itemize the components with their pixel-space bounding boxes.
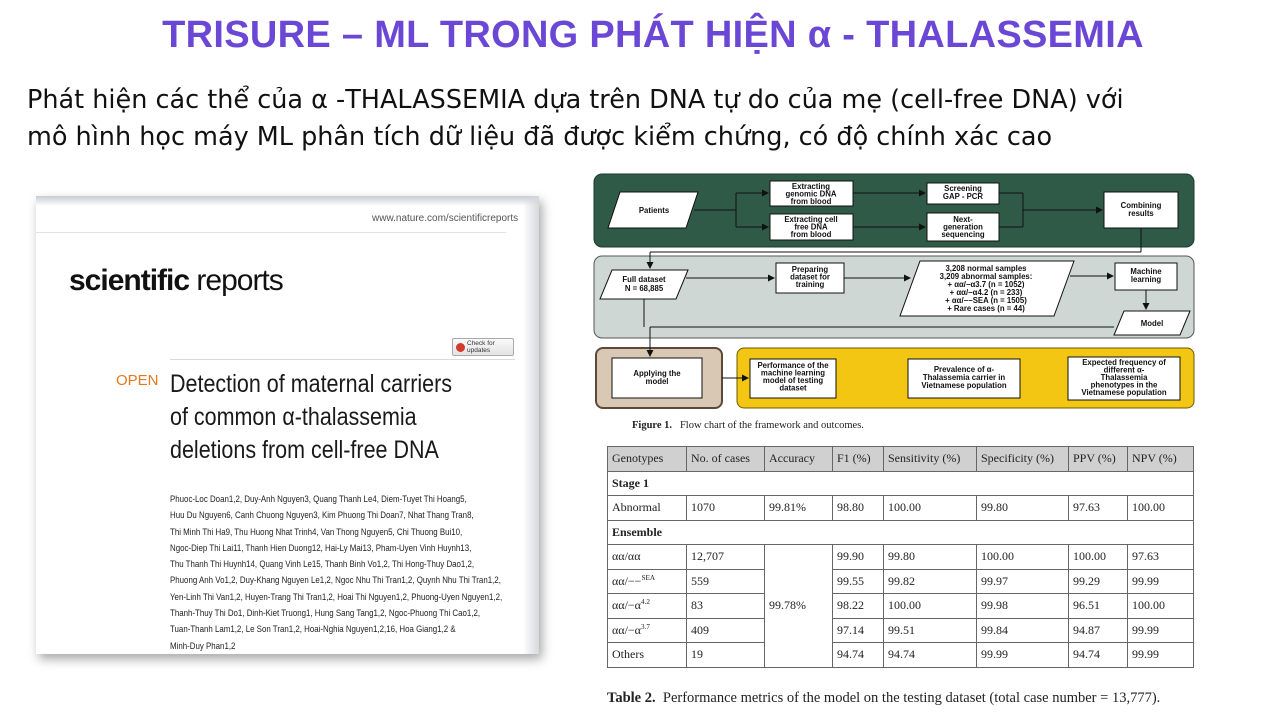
journal-name [69, 264, 283, 298]
flow-label-screening-2: GAP - PCR [942, 192, 984, 201]
table-cell: 100.00 [1128, 594, 1194, 619]
flow-label-expected-4: phenotypes in the [1090, 380, 1158, 390]
figure-caption [632, 420, 864, 431]
flow-label-prevalence-3: Vietnamese population [921, 381, 1007, 390]
slide-title: TRISURE – ML TRONG PHÁT HIỆN α - THALASSEMIA [162, 14, 1144, 56]
author-line: Yen-Linh Thi Van1,2, Huyen-Trang Thi Tran1,2, Hoai Thi Nguyen1,2, Phuong-Uyen Nguyen1,2, [170, 591, 503, 602]
table-cell: Abnormal [608, 496, 687, 521]
intro-line-1: Phát hiện các thể của α -THALASSEMIA dựa trên DNA tự do của mẹ (cell-free DNA) với [27, 85, 1124, 115]
table-cell: 98.80 [833, 496, 884, 521]
table-cell-genotype [608, 643, 687, 668]
table-cell: 83 [687, 594, 765, 619]
flow-label-combining-1: Combining [1120, 201, 1162, 210]
genotype-text: Others [612, 647, 644, 662]
table-cell: 99.29 [1069, 569, 1128, 594]
flow-label-extract-cf-2: free DNA [794, 222, 828, 232]
table-cell: 100.00 [977, 545, 1069, 570]
flow-label-expected-1: Expected frequency of [1082, 358, 1166, 367]
table-cell-genotype [608, 569, 687, 594]
flow-label-extract-genomic-3: from blood [790, 197, 832, 206]
flow-label-samples-4: + αα/−α4.2 (n = 233) [949, 288, 1023, 297]
flow-label-samples-6: + Rare cases (n = 44) [947, 304, 1025, 313]
flow-label-ml-1: Machine [1130, 267, 1162, 276]
flow-label-model: Model [1140, 319, 1164, 328]
paper-title-line: deletions from cell-free DNA [170, 436, 439, 464]
table-cell: 1070 [687, 496, 765, 521]
table-header-cell: F1 (%) [833, 447, 884, 472]
flow-label-expected-2: different α- [1103, 365, 1145, 375]
flow-label-full-dataset-2: N = 68,885 [624, 284, 664, 293]
flow-label-prevalence-2: Thalassemia carrier in [922, 373, 1006, 382]
flow-label-performance-1: Performance of the [757, 361, 829, 370]
author-line: Tuan-Thanh Lam1,2, Le Son Tran1,2, Hoai-Nghia Nguyen1,2,16, Hoa Giang1,2 & [170, 624, 456, 635]
table-cell: 99.99 [1128, 569, 1194, 594]
flow-chart [590, 172, 1200, 414]
flow-label-preparing-1: Preparing [791, 265, 829, 274]
intro-text [27, 82, 1267, 156]
table-cell: 100.00 [1128, 496, 1194, 521]
flow-label-extract-genomic-1: Extracting [791, 182, 831, 191]
flow-label-extract-genomic-2: genomic DNA [785, 189, 837, 199]
author-line: Phuoc-Loc Doan1,2, Duy-Anh Nguyen3, Quang Thanh Le4, Diem-Tuyet Thi Hoang5, [170, 494, 467, 504]
table-cell: 97.63 [1069, 496, 1128, 521]
table-cell: 100.00 [1069, 545, 1128, 570]
table-caption [607, 690, 1160, 707]
table-cell: 96.51 [1069, 594, 1128, 619]
table-row [608, 545, 1194, 570]
flow-label-full-dataset-1: Full dataset [622, 275, 666, 284]
flow-label-preparing-2: dataset for [790, 272, 830, 282]
table-cell: 12,707 [687, 545, 765, 570]
flow-label-expected-5: Vietnamese population [1081, 388, 1167, 397]
section-label-stage1: Stage 1 [608, 471, 1194, 496]
table-header-cell: Genotypes [608, 447, 687, 472]
table-cell: 99.97 [977, 569, 1069, 594]
flow-label-performance-3: model of testing [762, 376, 824, 385]
genotype-text: αα/−α [612, 598, 641, 613]
flow-label-preparing-3: training [795, 280, 825, 289]
author-line: Ngoc-Diep Thi Lai11, Thanh Hien Duong12, Hai-Ly Mai13, Pham-Uyen Vinh Huynh13, [170, 542, 472, 553]
table-cell: 97.63 [1128, 545, 1194, 570]
table-caption-label: Table 2. [607, 690, 656, 706]
paper-divider [36, 232, 506, 233]
paper-edge-shadow [523, 196, 539, 654]
figure-caption-label: Figure 1. [632, 420, 673, 431]
flow-label-applying-1: Applying the [633, 369, 681, 378]
genotype-text: αα/αα [612, 549, 641, 564]
check-updates-button[interactable] [452, 338, 514, 356]
paper-screenshot [36, 196, 539, 654]
update-icon [456, 343, 465, 352]
flow-label-ngs-3: sequencing [941, 230, 985, 239]
flow-label-combining-2: results [1128, 209, 1154, 218]
performance-table [607, 446, 1194, 668]
table-cell: 99.81% [765, 496, 833, 521]
table-cell: 99.51 [884, 618, 977, 643]
flow-label-prevalence-1: Prevalence of α- [933, 365, 995, 374]
table-cell: 99.99 [1128, 618, 1194, 643]
table-cell: 99.84 [977, 618, 1069, 643]
table-cell-genotype [608, 545, 687, 570]
author-line: Huu Du Nguyen6, Canh Chuong Nguyen3, Kim Phuong Thi Doan7, Nhat Thang Tran8, [170, 510, 474, 521]
table-cell: 99.99 [977, 643, 1069, 668]
flow-panel-training [594, 256, 1194, 338]
paper-title [170, 368, 462, 467]
author-line: Minh-Duy Phan1,2 [170, 640, 236, 651]
table-cell: 99.55 [833, 569, 884, 594]
genotype-superscript: 3.7 [640, 622, 650, 631]
table-row [608, 618, 1194, 643]
table-cell: 94.87 [1069, 618, 1128, 643]
flow-label-ml-2: learning [1130, 275, 1162, 284]
table-cell-accuracy-merged: 99.78% [765, 545, 833, 668]
table-header-cell: Accuracy [765, 447, 833, 472]
table-row [608, 496, 1194, 521]
table-header-cell: NPV (%) [1128, 447, 1194, 472]
table-cell: 99.80 [884, 545, 977, 570]
table-header-cell: Sensitivity (%) [884, 447, 977, 472]
table-cell: 94.74 [833, 643, 884, 668]
table-cell: 98.22 [833, 594, 884, 619]
check-updates-label: Check for updates [467, 340, 495, 354]
flow-label-patients: Patients [638, 206, 670, 215]
author-line: Phuong Anh Vo1,2, Duy-Khang Nguyen Le1,2, Ngoc Nhu Thi Tran1,2, Quynh Nhu Thi Tran1,2, [170, 575, 501, 586]
table-cell: 409 [687, 618, 765, 643]
open-access-label: OPEN [116, 372, 159, 389]
paper-title-line: Detection of maternal carriers [170, 370, 452, 398]
journal-name-bold: scientific [69, 264, 190, 297]
table-cell: 100.00 [884, 594, 977, 619]
table-cell-genotype [608, 594, 687, 619]
table-cell: 99.99 [1128, 643, 1194, 668]
flow-label-extract-cf-3: from blood [790, 230, 832, 239]
table-row [608, 569, 1194, 594]
flow-label-samples-3: + αα/−α3.7 (n = 1052) [947, 280, 1025, 289]
flow-label-screening-1: Screening [944, 184, 982, 193]
intro-line-2: mô hình học máy ML phân tích dữ liệu đã được kiểm chứng, có độ chính xác cao [27, 122, 1053, 152]
table-row [608, 594, 1194, 619]
flow-label-expected-3: Thalassemia [1100, 373, 1148, 382]
table-cell: 99.80 [977, 496, 1069, 521]
table-cell: 94.74 [884, 643, 977, 668]
table-section-row [608, 520, 1194, 545]
flow-label-extract-cf-1: Extracting cell [784, 215, 838, 224]
figure-caption-text: Flow chart of the framework and outcomes. [679, 420, 864, 431]
table-cell: 559 [687, 569, 765, 594]
paper-top-band [36, 196, 539, 206]
flow-label-samples-5: + αα/−−SEA (n = 1505) [945, 296, 1027, 305]
table-header-row [608, 447, 1194, 472]
genotype-text: αα/−− [612, 573, 642, 588]
flow-label-samples-2: 3,209 abnormal samples: [939, 272, 1033, 281]
flow-label-applying-2: model [645, 377, 669, 386]
table-cell: 99.98 [977, 594, 1069, 619]
author-line: Thu Thanh Thi Huynh14, Quang Vinh Le15, Thanh Binh Vo1,2, Thi Hong-Thuy Dao1,2, [170, 559, 475, 570]
author-line: Thi Minh Thi Ha9, Thu Huong Nhat Trinh4, Van Thong Nguyen5, Chi Thuong Bui10, [170, 526, 463, 537]
flow-label-performance-4: dataset [779, 383, 807, 393]
journal-name-rest: reports [189, 264, 283, 297]
table-header-cell: Specificity (%) [977, 447, 1069, 472]
genotype-text: αα/−α [612, 622, 641, 637]
author-list [170, 491, 510, 654]
table-section-row [608, 471, 1194, 496]
flow-label-ngs-1: Next- [953, 215, 973, 224]
table-cell: 99.90 [833, 545, 884, 570]
paper-title-line: of common α-thalassemia [170, 403, 417, 431]
table-cell: 100.00 [884, 496, 977, 521]
genotype-superscript: SEA [641, 573, 656, 582]
paper-url: www.nature.com/scientificreports [372, 213, 519, 224]
table-cell: 99.82 [884, 569, 977, 594]
table-cell: 97.14 [833, 618, 884, 643]
flow-label-ngs-2: generation [943, 222, 983, 232]
table-cell: 94.74 [1069, 643, 1128, 668]
table-header-cell: No. of cases [687, 447, 765, 472]
genotype-superscript: 4.2 [640, 598, 650, 607]
section-label-ensemble: Ensemble [608, 520, 1194, 545]
table-cell-genotype [608, 618, 687, 643]
table-row [608, 643, 1194, 668]
table-caption-text: Performance metrics of the model on the testing dataset (total case number = 13,777). [662, 690, 1161, 706]
flow-label-performance-2: machine learning [760, 368, 826, 378]
flow-label-samples-1: 3,208 normal samples [945, 264, 1027, 273]
paper-divider-2 [170, 359, 515, 360]
table-cell: 19 [687, 643, 765, 668]
author-line: Thanh-Thuy Thi Do1, Dinh-Kiet Truong1, Hung Sang Tang1,2, Ngoc-Phuong Thi Cao1,2, [170, 608, 481, 619]
table-header-cell: PPV (%) [1069, 447, 1128, 472]
